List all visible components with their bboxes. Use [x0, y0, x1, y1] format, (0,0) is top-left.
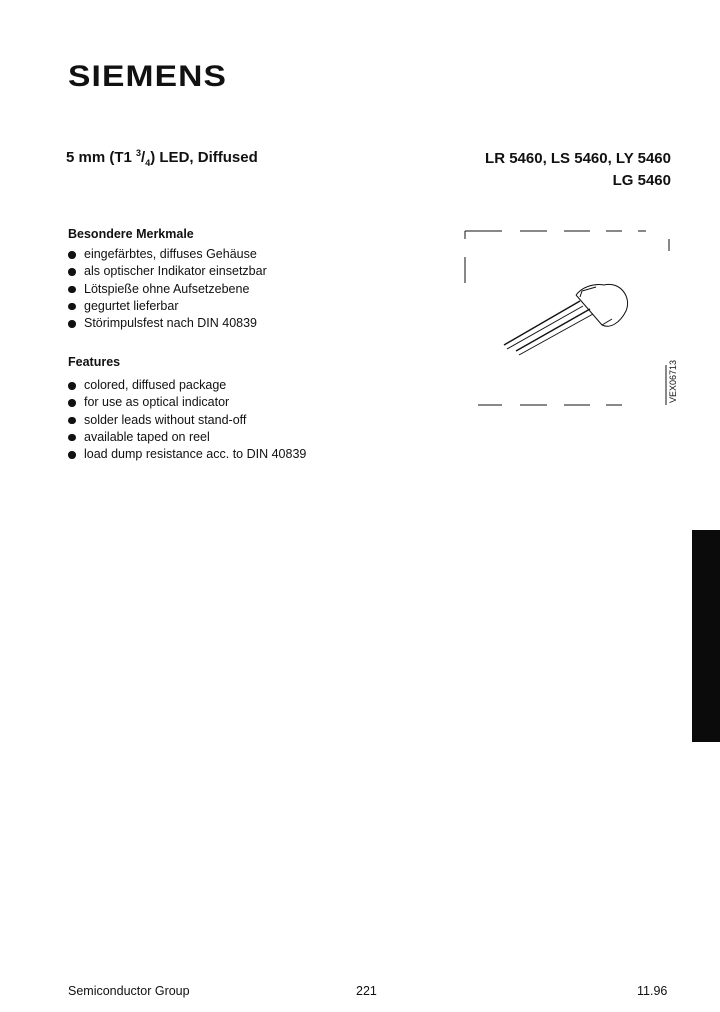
section-tab-marker [692, 530, 720, 742]
title-frac-sep: / [141, 149, 146, 166]
drawing-code: VEX06713 [668, 359, 678, 403]
list-item: Störimpulsfest nach DIN 40839 [66, 315, 267, 332]
list-item: gegurtet lieferbar [66, 298, 267, 315]
list-item: solder leads without stand-off [66, 412, 306, 429]
title-prefix: 5 mm (T1 [66, 149, 137, 166]
page-number: 221 [356, 984, 377, 998]
list-item: eingefärbtes, diffuses Gehäuse [66, 246, 267, 263]
part-numbers [452, 148, 671, 192]
list-item: for use as optical indicator [66, 394, 306, 411]
list-item: available taped on reel [66, 429, 306, 446]
footer-left: Semiconductor Group [68, 984, 190, 998]
title-frac-den: 4 [145, 158, 151, 168]
product-title [66, 148, 258, 168]
list-item: Lötspieße ohne Aufsetzebene [66, 281, 267, 298]
list-item: als optischer Indikator einsetzbar [66, 263, 267, 280]
features-heading: Features [68, 355, 121, 369]
part-numbers-line2: LG 5460 [612, 172, 671, 189]
part-numbers-line1: LR 5460, LS 5460, LY 5460 [485, 150, 671, 167]
title-suffix: ) LED, Diffused [150, 149, 258, 166]
title-frac-num: 3 [136, 148, 142, 158]
features-list [66, 377, 306, 463]
besondere-merkmale-list [66, 246, 267, 332]
led-package-drawing [462, 225, 680, 415]
siemens-logo: SIEMENS [68, 60, 228, 93]
footer-date: 11.96 [637, 984, 668, 998]
list-item: colored, diffused package [66, 377, 306, 394]
list-item: load dump resistance acc. to DIN 40839 [66, 446, 306, 463]
besondere-merkmale-heading: Besondere Merkmale [68, 227, 194, 241]
